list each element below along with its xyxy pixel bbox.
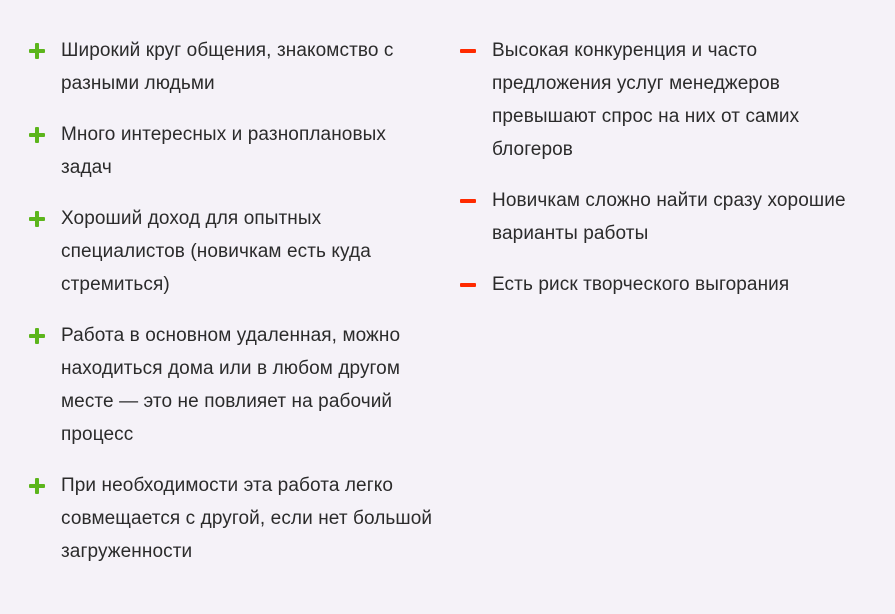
minus-icon bbox=[460, 43, 476, 59]
pros-item bbox=[29, 34, 439, 100]
pros-item-text: Много интересных и разноплановых задач bbox=[61, 124, 387, 178]
pros-item-text: Работа в основном удаленная, можно находиться дома или в любом другом месте — это не повлияет на рабочий процесс bbox=[61, 325, 401, 445]
minus-icon bbox=[460, 193, 476, 209]
cons-item bbox=[460, 184, 880, 250]
cons-item bbox=[460, 268, 880, 301]
pros-item bbox=[29, 118, 439, 184]
pros-item-text: Широкий круг общения, знакомство с разными людьми bbox=[61, 40, 394, 94]
minus-icon bbox=[460, 277, 476, 293]
cons-item-text: Высокая конкуренция и часто предложения услуг менеджеров превышают спрос на них от самих блогеров bbox=[492, 40, 800, 160]
plus-icon bbox=[29, 43, 45, 59]
plus-icon bbox=[29, 478, 45, 494]
cons-item bbox=[460, 34, 880, 166]
cons-item-text: Новичкам сложно найти сразу хорошие варианты работы bbox=[492, 190, 846, 244]
cons-item-text: Есть риск творческого выгорания bbox=[492, 274, 790, 295]
pros-item bbox=[29, 469, 439, 568]
cons-list bbox=[460, 34, 880, 319]
pros-item-text: Хороший доход для опытных специалистов (новичкам есть куда стремиться) bbox=[61, 208, 371, 295]
pros-item bbox=[29, 319, 439, 451]
pros-list bbox=[29, 34, 439, 586]
pros-item bbox=[29, 202, 439, 301]
plus-icon bbox=[29, 127, 45, 143]
plus-icon bbox=[29, 328, 45, 344]
pros-item-text: При необходимости эта работа легко совмещается с другой, если нет большой загруженности bbox=[61, 475, 433, 562]
plus-icon bbox=[29, 211, 45, 227]
